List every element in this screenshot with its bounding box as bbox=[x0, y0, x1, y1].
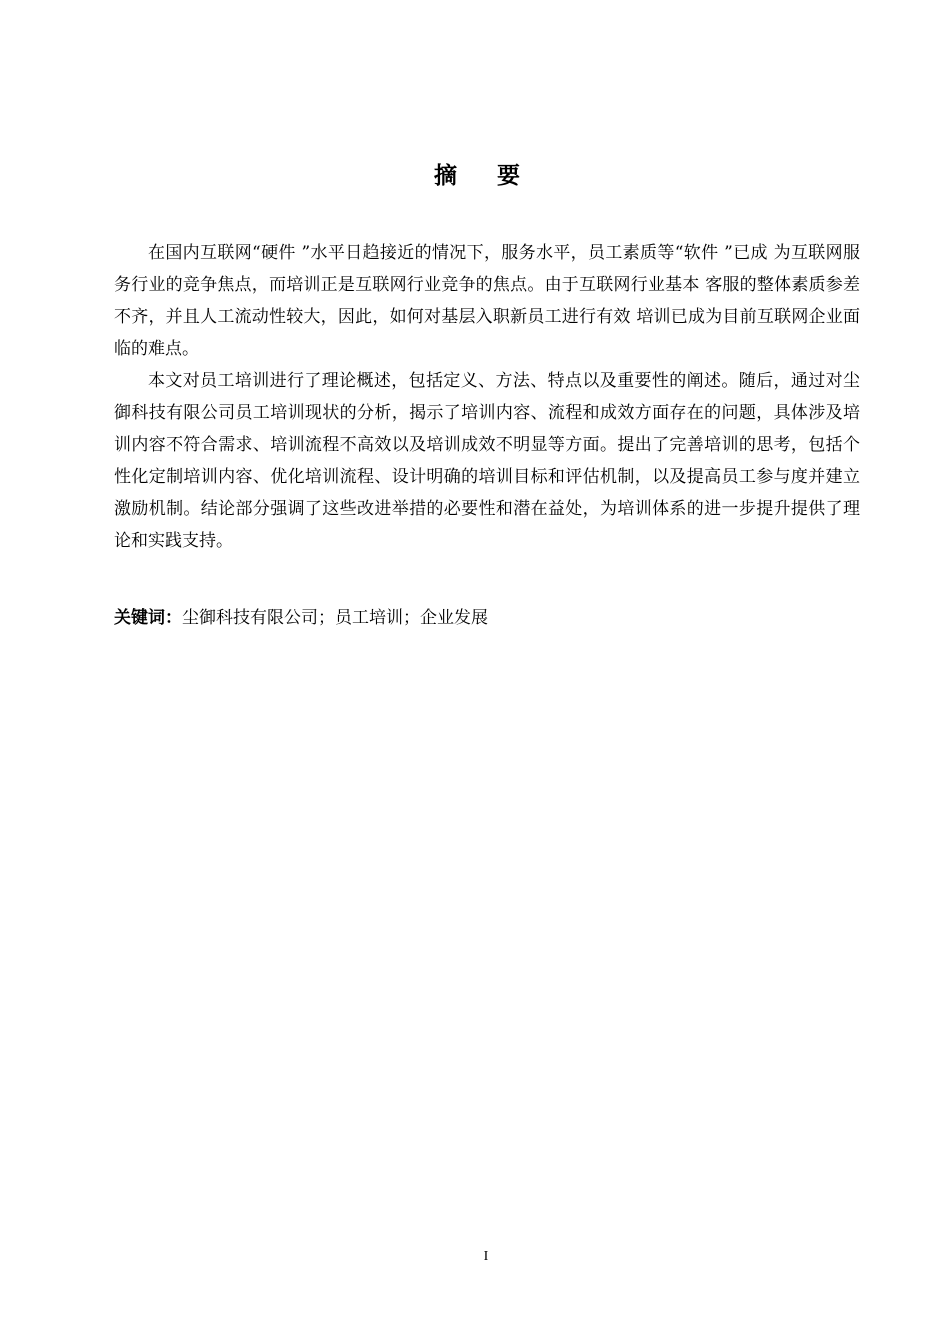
keywords-label: 关键词： bbox=[114, 608, 182, 628]
abstract-title: 摘 要 bbox=[433, 163, 536, 189]
abstract-body bbox=[114, 237, 860, 557]
keywords-value: 尘御科技有限公司；员工培训；企业发展 bbox=[182, 608, 488, 628]
page-number: I bbox=[483, 1249, 489, 1264]
abstract-paragraph-2: 本文对员工培训进行了理论概述，包括定义、方法、特点以及重要性的阐述。随后，通过对尘御科技有限公司员工培训现状的分析，揭示了培训内容、流程和成效方面存在的问题，具体涉及培训内容不符合需求、培训流程不高效以及培训成效不明显等方面。提出了完善培训的思考，包括个性化定制培训内容、优化培训流程、设计明确的培训目标和评估机制，以及提高员工参与度并建立激励机制。结论部分强调了这些改进举措的必要性和潜在益处，为培训体系的进一步提升提供了理论和实践支持。 bbox=[114, 371, 860, 551]
keywords-line bbox=[114, 602, 860, 634]
abstract-paragraph-1: 在国内互联网“硬件 ”水平日趋接近的情况下，服务水平，员工素质等“软件 ”已成 为互联网服务行业的竞争焦点，而培训正是互联网行业竞争的焦点。由于互联网行业基本 客服的整体素质参差不齐，并且人工流动性较大，因此，如何对基层入职新员工进行有效 培训已成为目前互联网企业面临的难点。 bbox=[114, 243, 860, 359]
